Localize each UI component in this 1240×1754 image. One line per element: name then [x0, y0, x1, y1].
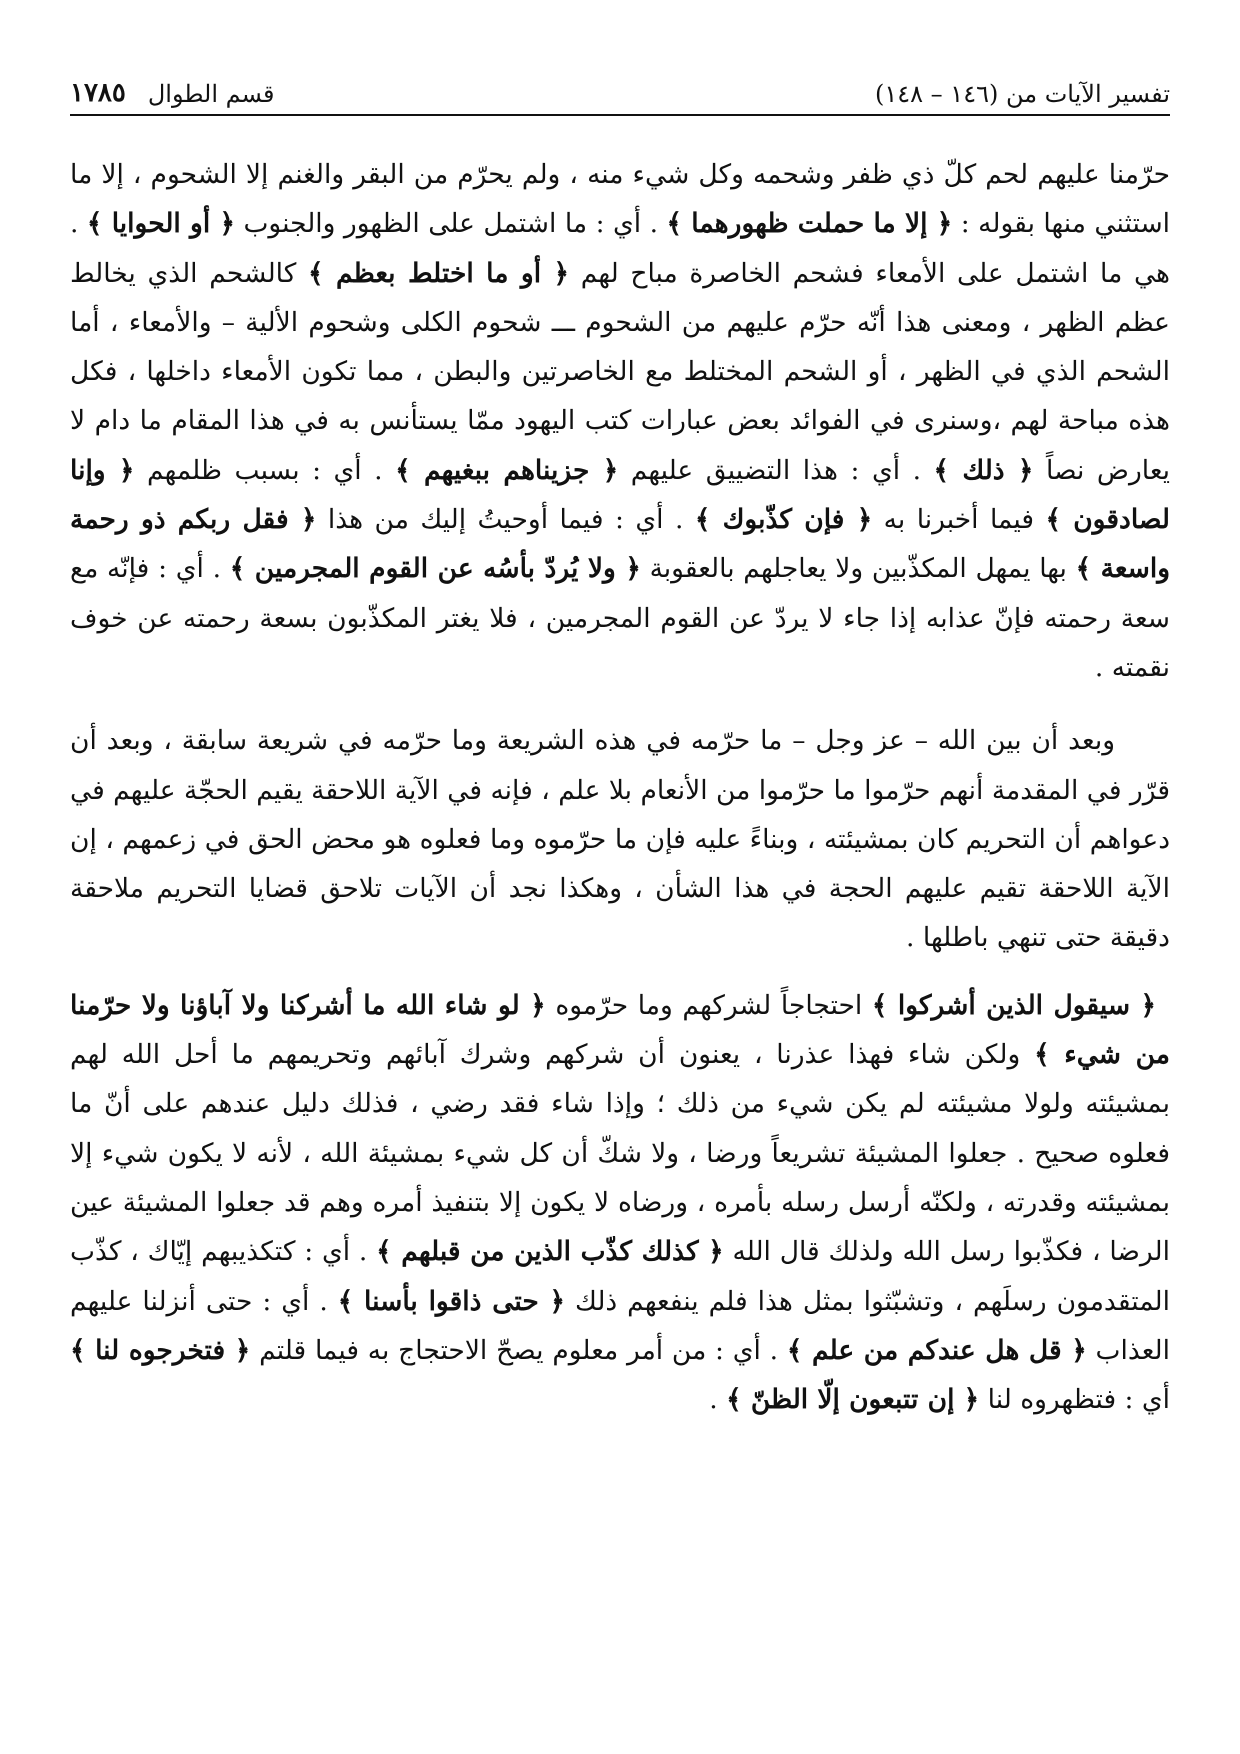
quran-quote: ﴿ جزيناهم ببغيهم ﴾ — [395, 454, 619, 486]
text-run: أي : فتظهروه لنا — [979, 1384, 1170, 1416]
text-run: . — [709, 1384, 727, 1416]
quran-quote: ﴿ فإن كذّبوك ﴾ — [694, 504, 873, 536]
quran-quote: ﴿ إن تتبعون إلّا الظنّ ﴾ — [726, 1384, 980, 1416]
quran-quote: ﴿ لو شاء الله ما أشركنا ولا آباؤنا ولا حرّمنا من شيء ﴾ — [70, 989, 1170, 1071]
paragraph-1 — [70, 150, 1170, 692]
page-number: ١٧٨٥ — [70, 78, 126, 108]
text-run: ولكن شاء فهذا عذرنا ، يعنون أن شركهم وشرك آبائهم وتحريمهم ما أحل الله لهم بمشيئته ولولا مشيئته لم يكن شيء من ذلك ؛ وإذا شاء فقد رضي ، فذلك دليل عندهم على أنّ ما فعلوه صحيح . جعلوا المشيئة تشريعاً ورضا ، ولا شكّ أن كل شيء بمشيئة الله ، لأنه لا يكون شيء إلا بمشيئته وقدرته ، ولكنّه أرسل رسله بأمره ، ورضاه لا يكون إلا بتنفيذ أمره وهم قد جعلوا المشيئة عين الرضا ، فكذّبوا رسل الله ولذلك قال الله — [70, 1039, 1170, 1268]
text-run: . أي : كتكذيبهم إيّاك ، كذّب المتقدمون رسلَهم ، وتشبّثوا بمثل هذا فلم ينفعهم ذلك — [70, 1236, 1170, 1317]
quran-quote: ﴿ فتخرجوه لنا ﴾ — [70, 1334, 251, 1366]
text-run: . أي : فيما أوحيتُ إليك من هذا — [316, 504, 695, 536]
text-run: . أي : حتى أنزلنا عليهم العذاب — [70, 1285, 1170, 1366]
text-run: حرّمنا عليهم لحم كلّ ذي ظفر وشحمه وكل شيء منه ، ولم يحرّم من البقر والغنم إلا الشحوم ، إلا ما استثني منها بقوله : — [70, 159, 1171, 240]
text-run: . أي : هذا التضييق عليهم — [618, 454, 934, 486]
quran-quote: ﴿ وإنا لصادقون ﴾ — [70, 454, 1170, 536]
quran-quote: ﴿ إلا ما حملت ظهورهما ﴾ — [666, 208, 953, 240]
quran-quote: ﴿ ذلك ﴾ — [933, 454, 1034, 486]
running-title: تفسير الآيات من (١٤٦ – ١٤٨) — [874, 80, 1170, 108]
text-run: . أي : فإنّه مع سعة رحمته فإنّ عذابه إذا جاء لا يردّ عن القوم المجرمين ، فلا يغتر المكذّبون بسعة رحمته عن خوف نقمته . — [70, 553, 1170, 683]
section-title: قسم الطوال — [147, 80, 275, 108]
paragraph-2: وبعد أن بين الله – عز وجل – ما حرّمه في هذه الشريعة وما حرّمه في شريعة سابقة ، وبعد أن قرّر في المقدمة أنهم حرّموا ما حرّموا من الأنعام بلا علم ، فإنه في الآية اللاحقة يقيم الحجّة عليهم في دعواهم أن التحريم كان بمشيئته ، وبناءً عليه فإن ما حرّموه وما فعلوه هو محض الحق في زعمهم ، إن الآية اللاحقة تقيم عليهم الحجة في هذا الشأن ، وهكذا نجد أن الآيات تلاحق قضايا التحريم ملاحقة دقيقة حتى تنهي باطلها . — [69, 725, 1170, 954]
quran-quote: ﴿ أو ما اختلط بعظم ﴾ — [308, 257, 570, 289]
header-rule — [70, 114, 1170, 116]
quran-quote: ﴿ فقل ربكم ذو رحمة واسعة ﴾ — [70, 504, 1171, 585]
text-run: . أي : من أمر معلوم يصحّ الاحتجاج به فيما قلتم — [250, 1334, 787, 1366]
text-run: كالشحم الذي يخالط عظم الظهر ، ومعنى هذا أنّه حرّم عليهم من الشحوم ـــ شحوم الكلى وشحوم الألية – والأمعاء ، أما الشحم الذي في الظهر ، أو الشحم المختلط مع الخاصرتين والبطن ، مما تكون الأمعاء داخلها ، فكل هذه مباحة لهم ،وسنرى في الفوائد بعض عبارات كتب اليهود ممّا يستأنس به في هذا المقام ما دام لا يعارض نصاً — [70, 257, 1170, 486]
body-text — [70, 150, 1170, 1424]
text-run: . أي : بسبب ظلمهم — [134, 454, 396, 486]
text-run: احتجاجاً لشركهم وما حرّموه — [545, 989, 872, 1021]
quran-quote: ﴿ كذلك كذّب الذين من قبلهم ﴾ — [376, 1236, 724, 1268]
quran-quote: ﴿ قل هل عندكم من علم ﴾ — [786, 1334, 1087, 1366]
text-run: . أي : ما اشتمل على الظهور والجنوب — [235, 208, 667, 240]
quran-quote: ﴿ سيقول الذين أشركوا ﴾ — [871, 989, 1156, 1021]
header-left-group — [70, 78, 275, 108]
quran-quote: ﴿ حتى ذاقوا بأسنا ﴾ — [337, 1285, 566, 1317]
quran-quote: ﴿ ولا يُردّ بأسُه عن القوم المجرمين ﴾ — [229, 553, 641, 585]
text-run: . هي ما اشتمل على الأمعاء فشحم الخاصرة مباح لهم — [70, 208, 1170, 289]
quran-quote: ﴿ أو الحوايا ﴾ — [86, 208, 235, 240]
paragraph-3 — [70, 981, 1170, 1425]
page-header — [70, 68, 1170, 108]
text-run: فيما أخبرنا به — [872, 504, 1046, 536]
text-run: بها يمهل المكذّبين ولا يعاجلهم بالعقوبة — [640, 553, 1076, 585]
